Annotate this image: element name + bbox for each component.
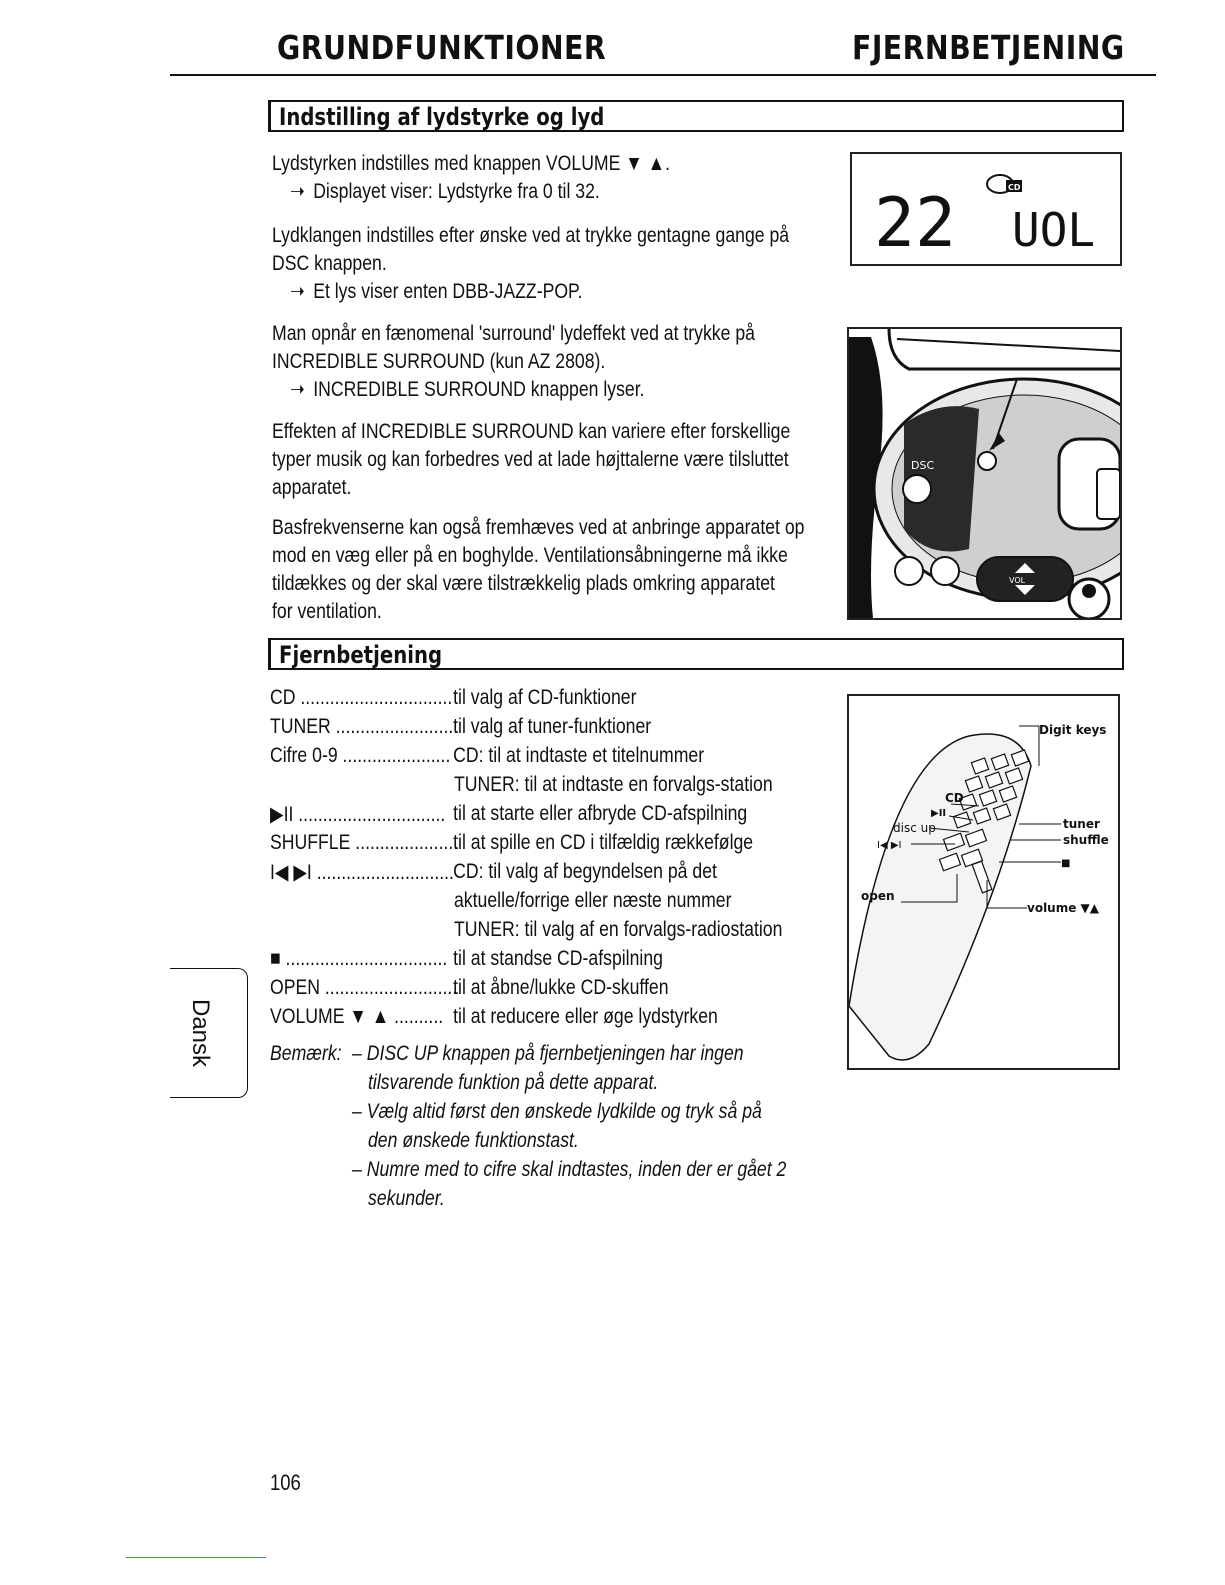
remote-function-row: OPEN ........................... til at åbne/lukke CD-skuffen — [270, 976, 669, 999]
paragraph-line: DSC knappen. — [272, 252, 387, 275]
paragraph-line: Man opnår en fænomenal 'surround' lydeffekt ved at trykke på — [272, 322, 755, 345]
remote-function-row: CD ............................... til valg af CD-funktioner — [270, 686, 637, 709]
result-line: ➝ Et lys viser enten DBB-JAZZ-POP. — [290, 278, 582, 307]
remote-function-row: ■ ................................. til at standse CD-afspilning — [270, 947, 663, 970]
remote-function-row: Cifre 0-9 ...................... CD: til at indtaste et titelnummer — [270, 744, 705, 767]
language-side-tab — [170, 968, 248, 1098]
note-line: den ønskede funktionstast. — [368, 1129, 579, 1152]
paragraph-line: apparatet. — [272, 476, 352, 499]
lcd-volume-number: 22 — [874, 184, 956, 263]
language-tab-label: Dansk — [187, 999, 214, 1068]
lcd-volume-label: UOL — [1012, 203, 1096, 257]
volume-display-illustration — [850, 152, 1122, 266]
volume-rocker-label: VOL — [1009, 576, 1026, 585]
result-line: ➝ Displayet viser: Lydstyrke fra 0 til 32. — [290, 178, 600, 207]
arrow-icon: ➝ — [290, 378, 305, 401]
remote-function-continuation: TUNER: til valg af en forvalgs-radiostation — [454, 918, 783, 941]
surround-led-icon — [978, 452, 996, 470]
section-title: Indstilling af lydstyrke og lyd — [279, 103, 605, 131]
remote-control-illustration — [847, 694, 1120, 1070]
paragraph-line: typer musik og kan forbedres ved at lade højttalerne være tilsluttet — [272, 448, 789, 471]
paragraph-line: mod en væg eller på en boghylde. Ventilationsåbningerne må ikke — [272, 544, 788, 567]
disc-up-label: disc up — [893, 821, 936, 835]
section-heading-remote — [268, 638, 1124, 670]
tuner-key-label: tuner — [1063, 817, 1100, 831]
note-line: tilsvarende funktion på dette apparat. — [368, 1071, 659, 1094]
paragraph-line: Effekten af INCREDIBLE SURROUND kan variere efter forskellige — [272, 420, 791, 443]
shuffle-key-label: shuffle — [1063, 833, 1109, 847]
open-key-label: open — [861, 889, 895, 903]
paragraph-line: Lydklangen indstilles efter ønske ved at trykke gentagne gange på — [272, 224, 790, 247]
remote-function-continuation: aktuelle/forrige eller næste nummer — [454, 889, 732, 912]
cd-disc-icon — [987, 175, 1022, 193]
paragraph-line: INCREDIBLE SURROUND (kun AZ 2808). — [272, 350, 606, 373]
dsc-label: DSC — [911, 459, 935, 472]
stop-key-label: ■ — [1061, 858, 1071, 869]
note-line: – DISC UP knappen på fjernbetjeningen har ingen — [352, 1042, 744, 1065]
page-number: 106 — [270, 1470, 301, 1495]
note-line: – Vælg altid først den ønskede lydkilde og tryk så på — [352, 1100, 762, 1123]
section-heading-volume — [268, 100, 1124, 132]
remote-function-row: ▶II .............................. til at starte eller afbryde CD-afspilning — [270, 802, 748, 826]
paragraph-line: Lydstyrken indstilles med knappen VOLUME ▼ ▲. — [272, 152, 671, 175]
remote-function-row: VOLUME ▼ ▲ .......... til at reducere eller øge lydstyrken — [270, 1005, 718, 1028]
note-label: Bemærk: — [270, 1042, 342, 1065]
skip-keys-label: I◀ ▶I — [877, 840, 902, 851]
remote-drawing — [849, 696, 1118, 1068]
remote-function-row: SHUFFLE ..................... til at spille en CD i tilfældig rækkefølge — [270, 831, 754, 854]
note-line: sekunder. — [368, 1187, 445, 1210]
footer-divider — [126, 1557, 266, 1558]
remote-function-row: I◀ ▶I ............................ CD: til valg af begyndelsen på det — [270, 860, 717, 884]
section-title: Fjernbetjening — [279, 641, 443, 669]
cd-badge-label: CD — [1008, 183, 1021, 192]
digit-keys-label: Digit keys — [1039, 723, 1107, 737]
arrow-icon: ➝ — [290, 180, 305, 203]
device-drawing — [849, 329, 1120, 618]
device-panel-illustration — [847, 327, 1122, 620]
paragraph-line: for ventilation. — [272, 600, 382, 623]
header-right-title: FJERNBETJENING — [852, 28, 1125, 67]
result-line: ➝ INCREDIBLE SURROUND knappen lyser. — [290, 376, 645, 405]
header-left-title: GRUNDFUNKTIONER — [277, 28, 607, 67]
paragraph-line: Basfrekvenserne kan også fremhæves ved at anbringe apparatet op — [272, 516, 805, 539]
remote-function-continuation: TUNER: til at indtaste en forvalgs-station — [454, 773, 773, 796]
note-line: – Numre med to cifre skal indtastes, inden der er gået 2 — [352, 1158, 787, 1181]
cd-key-label: CD — [945, 791, 964, 805]
arrow-icon: ➝ — [290, 280, 305, 303]
play-key-label: ▶II — [931, 808, 947, 819]
dsc-button-icon — [903, 475, 931, 503]
volume-keys-label: volume ▼▲ — [1027, 901, 1099, 915]
lcd-display — [852, 154, 1120, 264]
remote-function-row: TUNER ......................... til valg af tuner-funktioner — [270, 715, 652, 738]
header-divider — [170, 74, 1156, 76]
paragraph-line: tildækkes og der skal være tilstrækkelig plads omkring apparatet — [272, 572, 775, 595]
